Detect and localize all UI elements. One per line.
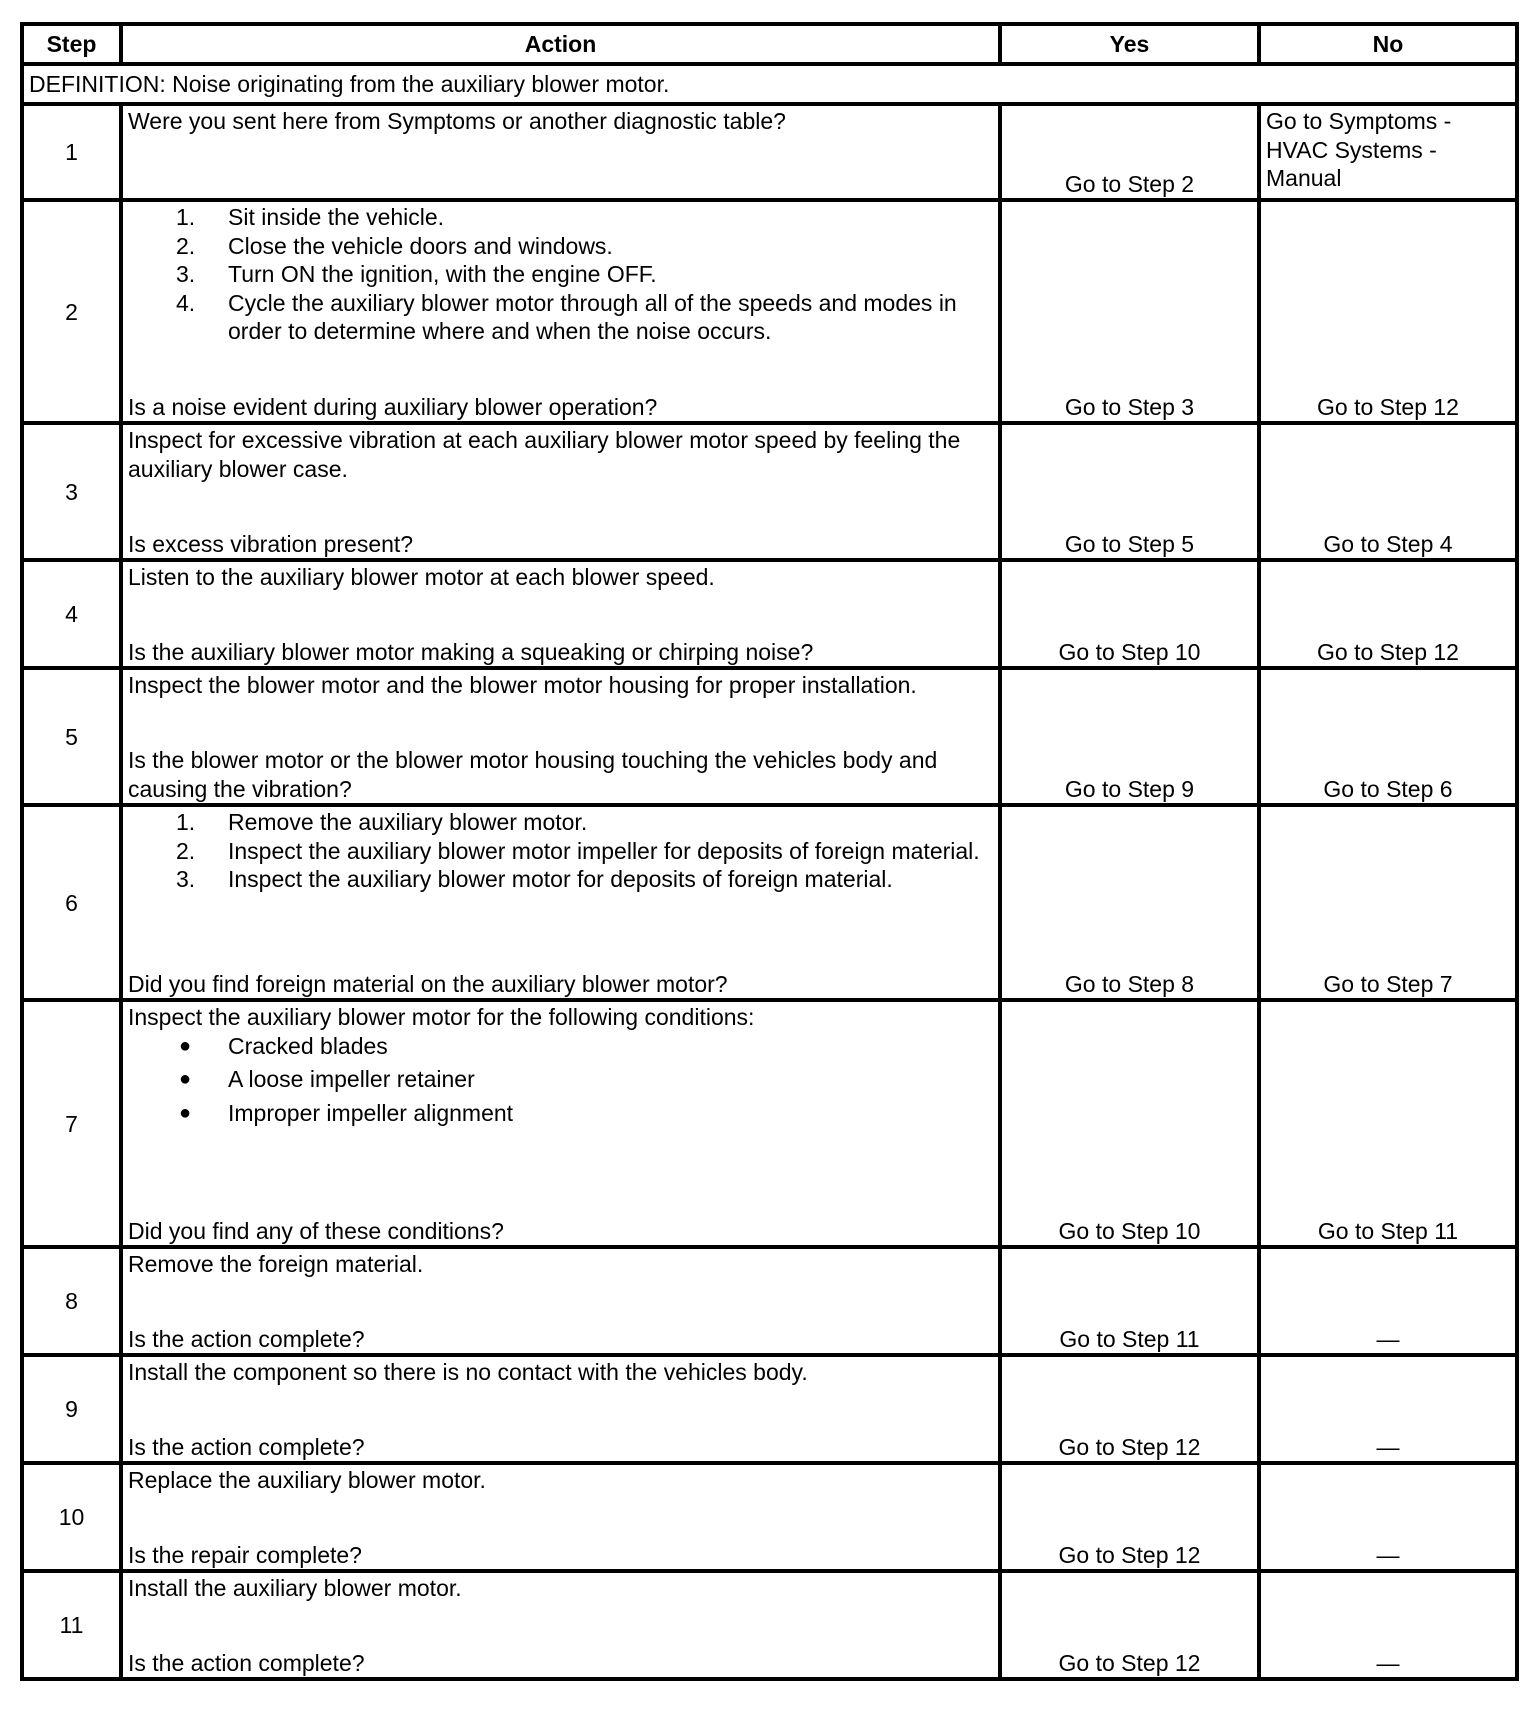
step-number: 11: [22, 1571, 121, 1679]
definition-row: [22, 64, 1517, 104]
action-cell: [121, 1247, 1000, 1355]
yes-cell: Go to Step 12: [1000, 1463, 1259, 1571]
action-cell: [121, 200, 1000, 423]
step-number: 9: [22, 1355, 121, 1463]
list-item: 2. Close the vehicle doors and windows.: [176, 232, 613, 259]
list-item: ● Improper impeller alignment: [179, 1099, 514, 1126]
yes-cell: Go to Step 10: [1000, 560, 1259, 668]
no-cell: Go to Step 11: [1259, 1000, 1517, 1247]
header-row: [22, 24, 1517, 64]
action-cell: [121, 104, 1000, 200]
yes-cell: Go to Step 5: [1000, 423, 1259, 560]
action-text: Listen to the auxiliary blower motor at each blower speed.: [128, 564, 715, 590]
step-number: 6: [22, 805, 121, 1000]
table-row: [22, 104, 1517, 200]
step-number: 1: [22, 104, 121, 200]
numbered-list: [128, 203, 993, 346]
step-number: 8: [22, 1247, 121, 1355]
no-cell: Go to Step 12: [1259, 200, 1517, 423]
no-cell: Go to Symptoms - HVAC Systems - Manual: [1259, 104, 1517, 200]
no-cell: —: [1259, 1463, 1517, 1571]
question-text: Did you find foreign material on the auxiliary blower motor?: [128, 970, 728, 997]
yes-cell: Go to Step 9: [1000, 668, 1259, 805]
yes-cell: Go to Step 12: [1000, 1571, 1259, 1679]
table-row: [22, 1247, 1517, 1355]
action-cell: [121, 805, 1000, 1000]
action-cell: [121, 1000, 1000, 1247]
list-item: 4. Cycle the auxiliary blower motor through all of the speeds and modes in order to determine where and when the noise occurs.: [176, 289, 957, 344]
numbered-list: [128, 808, 993, 894]
question-text: Is the repair complete?: [128, 1541, 362, 1568]
table-row: [22, 668, 1517, 805]
action-cell: [121, 1463, 1000, 1571]
yes-cell: Go to Step 2: [1000, 104, 1259, 200]
no-cell: Go to Step 6: [1259, 668, 1517, 805]
no-cell: Go to Step 12: [1259, 560, 1517, 668]
question-text: Is the blower motor or the blower motor housing touching the vehicles body and causing the vibration?: [128, 747, 938, 802]
step-number: 2: [22, 200, 121, 423]
action-text: Inspect for excessive vibration at each auxiliary blower motor speed by feeling the auxiliary blower case.: [128, 427, 961, 482]
question-text: Is the action complete?: [128, 1649, 365, 1676]
action-text: Remove the foreign material.: [128, 1251, 424, 1277]
table-row: [22, 1000, 1517, 1247]
no-cell: —: [1259, 1247, 1517, 1355]
table-row: [22, 423, 1517, 560]
action-text: Inspect the blower motor and the blower motor housing for proper installation.: [128, 672, 917, 698]
step-number: 5: [22, 668, 121, 805]
question-text: Is a noise evident during auxiliary blower operation?: [128, 393, 658, 420]
table-row: [22, 200, 1517, 423]
list-item: ● Cracked blades: [179, 1032, 388, 1059]
question-text: Is the action complete?: [128, 1433, 365, 1460]
list-item: ● A loose impeller retainer: [179, 1066, 475, 1092]
action-text: Were you sent here from Symptoms or another diagnostic table?: [128, 108, 786, 134]
list-item: 1. Remove the auxiliary blower motor.: [176, 809, 588, 835]
table-row: [22, 1463, 1517, 1571]
list-item: 3. Inspect the auxiliary blower motor for deposits of foreign material.: [176, 866, 893, 892]
list-item: 2. Inspect the auxiliary blower motor impeller for deposits of foreign material.: [176, 837, 980, 864]
action-cell: [121, 560, 1000, 668]
table-row: [22, 560, 1517, 668]
yes-cell: Go to Step 10: [1000, 1000, 1259, 1247]
header-no: No: [1259, 24, 1517, 64]
header-step: Step: [22, 24, 121, 64]
table-row: [22, 1571, 1517, 1679]
yes-cell: Go to Step 11: [1000, 1247, 1259, 1355]
step-number: 7: [22, 1000, 121, 1247]
list-item: 3. Turn ON the ignition, with the engine OFF.: [176, 261, 657, 287]
action-cell: [121, 1355, 1000, 1463]
table-row: [22, 1355, 1517, 1463]
yes-cell: Go to Step 3: [1000, 200, 1259, 423]
yes-cell: Go to Step 8: [1000, 805, 1259, 1000]
step-number: 4: [22, 560, 121, 668]
definition-text: DEFINITION: Noise originating from the auxiliary blower motor.: [22, 64, 1517, 104]
action-text: Install the component so there is no contact with the vehicles body.: [128, 1359, 808, 1385]
diagnostic-table: [20, 22, 1519, 1681]
action-cell: [121, 1571, 1000, 1679]
no-cell: —: [1259, 1571, 1517, 1679]
question-text: Is the action complete?: [128, 1325, 365, 1352]
action-text: Install the auxiliary blower motor.: [128, 1575, 462, 1601]
action-text: Replace the auxiliary blower motor.: [128, 1467, 486, 1493]
question-text: Is excess vibration present?: [128, 530, 414, 557]
bullet-list: [128, 1032, 993, 1128]
list-item: 1. Sit inside the vehicle.: [176, 204, 445, 230]
action-cell: [121, 423, 1000, 560]
yes-cell: Go to Step 12: [1000, 1355, 1259, 1463]
header-action: Action: [121, 24, 1000, 64]
action-cell: [121, 668, 1000, 805]
action-text: Inspect the auxiliary blower motor for the following conditions:: [128, 1004, 755, 1030]
step-number: 10: [22, 1463, 121, 1571]
table-row: [22, 805, 1517, 1000]
step-number: 3: [22, 423, 121, 560]
no-cell: Go to Step 7: [1259, 805, 1517, 1000]
question-text: Did you find any of these conditions?: [128, 1217, 504, 1244]
no-cell: Go to Step 4: [1259, 423, 1517, 560]
question-text: Is the auxiliary blower motor making a squeaking or chirping noise?: [128, 638, 814, 665]
no-cell: —: [1259, 1355, 1517, 1463]
header-yes: Yes: [1000, 24, 1259, 64]
